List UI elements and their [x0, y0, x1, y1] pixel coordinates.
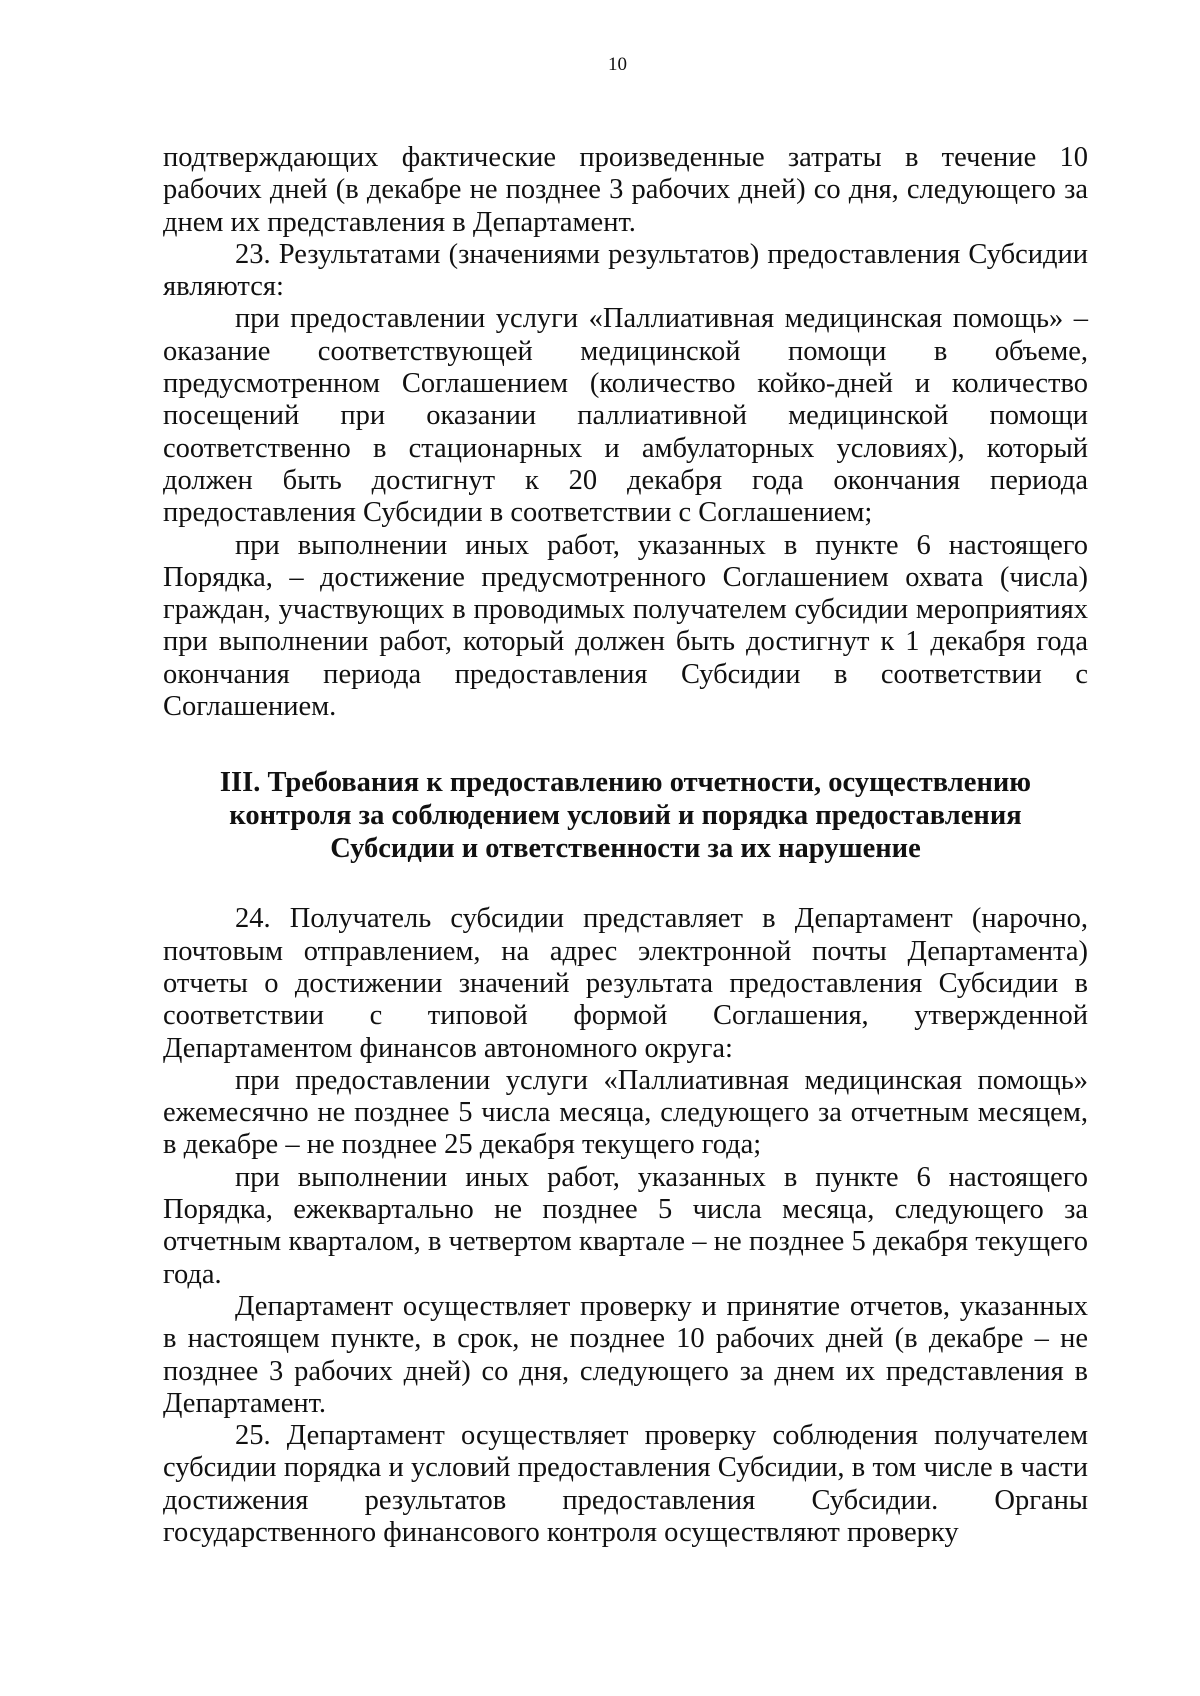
- section-heading: [163, 766, 1088, 865]
- section-heading-line-2: контроля за соблюдением условий и порядка предоставления: [229, 800, 1022, 832]
- section-heading-line-1: III. Требования к предоставлению отчетности, осуществлению: [219, 767, 1032, 799]
- paragraph-continuation: подтверждающих фактические произведенные затраты в течение 10 рабочих дней (в декабре не позднее 3 рабочих дней) со дня, следующего за днем их представления в Департамент.: [163, 142, 1088, 238]
- section-heading-line-3: Субсидии и ответственности за их нарушение: [330, 833, 921, 865]
- paragraph-item-23: 23. Результатами (значениями результатов) предоставления Субсидии являются:: [163, 238, 1088, 303]
- paragraph-item-24: 24. Получатель субсидии представляет в Департамент (нарочно, почтовым отправлением, на адрес электронной почты Департамента) отчеты о достижении значений результата предоставления Субсидии в соответствии с типовой формой Соглашения, утвержденной Департаментом финансов автономного округа:: [163, 903, 1088, 1064]
- page-number: 10: [608, 54, 627, 75]
- paragraph-report-review: Департамент осуществляет проверку и принятие отчетов, указанных в настоящем пункте, в срок, не позднее 10 рабочих дней (в декабре – не позднее 3 рабочих дней) со дня, следующего за днем их представления в Департамент.: [163, 1290, 1088, 1419]
- paragraph-palliative-reporting: при предоставлении услуги «Паллиативная медицинская помощь» ежемесячно не позднее 5 числа месяца, следующего за отчетным месяцем, в декабре – не позднее 25 декабря текущего года;: [163, 1064, 1088, 1161]
- paragraph-other-works-reporting: при выполнении иных работ, указанных в пункте 6 настоящего Порядка, ежеквартально не позднее 5 числа месяца, следующего за отчетным кварталом, в четвертом квартале – не позднее 5 декабря текущего года.: [163, 1161, 1088, 1290]
- paragraph-item-25: 25. Департамент осуществляет проверку соблюдения получателем субсидии порядка и условий предоставления Субсидии, в том числе в части достижения результатов предоставления Субсидии. Органы государственного финансового контроля осуществляют проверку: [163, 1420, 1088, 1548]
- paragraph-palliative-result: при предоставлении услуги «Паллиативная медицинская помощь» – оказание соответствующей медицинской помощи в объеме, предусмотренном Соглашением (количество койко-дней и количество посещений при оказании паллиативной медицинской помощи соответственно в стационарных и амбулаторных условиях), который должен быть достигнут к 20 декабря года окончания периода предоставления Субсидии в соответствии с Соглашением;: [163, 303, 1088, 529]
- paragraph-other-works-result: при выполнении иных работ, указанных в пункте 6 настоящего Порядка, – достижение предусмотренного Соглашением охвата (числа) граждан, участвующих в проводимых получателем субсидии мероприятиях при выполнении работ, который должен быть достигнут к 1 декабря года окончания периода предоставления Субсидии в соответствии с Соглашением.: [163, 529, 1088, 723]
- document-body: [163, 142, 1088, 1549]
